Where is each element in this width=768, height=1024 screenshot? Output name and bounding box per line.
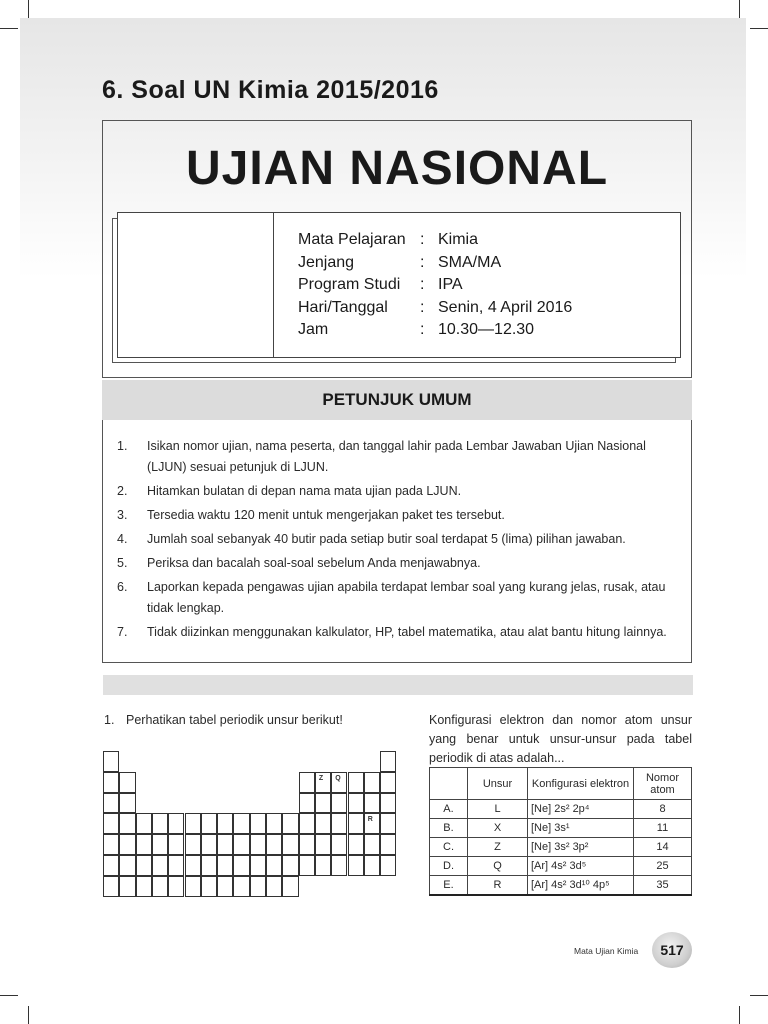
answer-row — [430, 857, 692, 876]
element-label: R — [367, 816, 373, 824]
element-cell: Q — [468, 857, 528, 876]
petunjuk-heading: PETUNJUK UMUM — [102, 380, 692, 420]
instruction-text: Tidak diizinkan menggunakan kalkulator, HP, tabel matematika, atau alat bantu hitung lainnya. — [147, 625, 667, 639]
periodic-table-cell — [364, 772, 380, 793]
header-cell: Konfigurasi elektron — [528, 768, 634, 800]
periodic-table-cell — [266, 834, 282, 855]
periodic-table-cell — [136, 834, 152, 855]
periodic-table-cell — [380, 793, 396, 814]
periodic-table-cell — [282, 855, 298, 876]
config-cell: [Ar] 4s² 3d¹⁰ 4p⁵ — [528, 876, 634, 895]
periodic-table-cell — [136, 876, 152, 897]
periodic-table-cell — [282, 876, 298, 897]
info-colon: : — [420, 276, 425, 293]
periodic-table-cell — [201, 834, 217, 855]
periodic-table-cell — [185, 876, 201, 897]
periodic-table-cell — [185, 813, 201, 834]
periodic-table-cell — [217, 876, 233, 897]
periodic-table-cell — [348, 793, 364, 814]
info-row — [298, 254, 572, 277]
info-colon: : — [420, 298, 425, 316]
crop-mark — [28, 0, 29, 18]
atomic-number-cell: 8 — [634, 800, 692, 819]
info-colon: : — [420, 253, 425, 271]
config-cell: [Ne] 2s² 2p⁴ — [528, 800, 634, 819]
periodic-table-cell — [380, 751, 396, 772]
periodic-table-cell — [217, 834, 233, 855]
answer-table — [429, 767, 692, 896]
periodic-table-cell — [380, 855, 396, 876]
periodic-table-cell — [348, 813, 364, 834]
periodic-table-cell — [136, 855, 152, 876]
periodic-table-cell — [217, 813, 233, 834]
periodic-table-cell — [348, 834, 364, 855]
periodic-table-cell — [299, 834, 315, 855]
atomic-number-cell: 35 — [634, 876, 692, 895]
crop-mark — [739, 1006, 740, 1024]
element-cell: X — [468, 819, 528, 838]
element-cell: R — [468, 876, 528, 895]
periodic-table-cell — [331, 772, 347, 793]
instruction-item — [117, 577, 679, 619]
exam-info-box — [117, 212, 681, 358]
periodic-table-cell — [315, 813, 331, 834]
config-cell: [Ne] 3s² 3p² — [528, 838, 634, 857]
instruction-text: Hitamkan bulatan di depan nama mata ujian pada LJUN. — [147, 484, 462, 498]
periodic-table-cell — [299, 793, 315, 814]
periodic-table-cell — [364, 855, 380, 876]
periodic-table-cell — [348, 772, 364, 793]
periodic-table-cell — [103, 876, 119, 897]
footer-subject-label: Mata Ujian Kimia — [574, 946, 639, 956]
periodic-table-cell — [233, 876, 249, 897]
periodic-table-cell — [380, 834, 396, 855]
instruction-item — [117, 529, 679, 550]
instruction-number: 4. — [117, 532, 128, 546]
instructions-box — [102, 420, 692, 663]
element-cell: L — [468, 800, 528, 819]
periodic-table-cell — [119, 793, 135, 814]
periodic-table-cell — [103, 751, 119, 772]
periodic-table-cell — [282, 834, 298, 855]
periodic-table-cell — [331, 834, 347, 855]
answer-table-header — [430, 768, 692, 800]
instruction-number: 6. — [117, 580, 128, 594]
info-value: 10.30—12.30 — [438, 321, 535, 338]
periodic-table-cell — [266, 855, 282, 876]
section-title: 6. Soal UN Kimia 2015/2016 — [102, 76, 439, 104]
periodic-table-cell — [315, 772, 331, 793]
element-cell: Z — [468, 838, 528, 857]
atomic-number-cell: 25 — [634, 857, 692, 876]
crop-mark — [0, 28, 18, 29]
periodic-table-cell — [315, 855, 331, 876]
periodic-table-cell — [331, 855, 347, 876]
periodic-table-cell — [364, 813, 380, 834]
instruction-item — [117, 622, 679, 643]
instruction-number: 3. — [117, 508, 128, 522]
option-label: D. — [430, 857, 468, 876]
periodic-table-cell — [119, 772, 135, 793]
periodic-table-cell — [299, 772, 315, 793]
answer-row — [430, 838, 692, 857]
periodic-table-cell — [136, 813, 152, 834]
answer-row — [430, 800, 692, 819]
question-1 — [104, 713, 343, 727]
info-colon: : — [420, 321, 425, 338]
periodic-table-cell — [201, 813, 217, 834]
info-row — [298, 321, 572, 344]
info-value: Senin, 4 April 2016 — [438, 298, 573, 316]
periodic-table-cell — [103, 834, 119, 855]
info-label: Program Studi — [298, 276, 401, 293]
section-divider-bar — [103, 675, 693, 695]
config-cell: [Ar] 4s² 3d⁵ — [528, 857, 634, 876]
option-label: A. — [430, 800, 468, 819]
question-prompt: Konfigurasi elektron dan nomor atom unsur yang benar untuk unsur-unsur pada tabel periodik di atas adalah... — [429, 713, 692, 765]
periodic-table-cell — [168, 834, 184, 855]
atomic-number-cell: 11 — [634, 819, 692, 838]
instruction-text: Tersedia waktu 120 menit untuk mengerjakan paket tes tersebut. — [147, 508, 505, 522]
crop-mark — [739, 0, 740, 18]
instruction-text: Laporkan kepada pengawas ujian apabila terdapat lembar soal yang kurang jelas, rusak, atau tidak lengkap. — [147, 580, 666, 615]
question-number: 1. — [104, 713, 115, 727]
instruction-number: 5. — [117, 556, 128, 570]
periodic-table-cell — [364, 793, 380, 814]
periodic-table-cell — [315, 834, 331, 855]
answer-row — [430, 819, 692, 838]
periodic-table-cell — [168, 813, 184, 834]
info-value: Kimia — [438, 231, 479, 248]
periodic-table-cell — [364, 834, 380, 855]
header-cell: Unsur — [468, 768, 528, 800]
option-label: E. — [430, 876, 468, 895]
periodic-table-cell — [233, 855, 249, 876]
info-value: IPA — [438, 276, 463, 293]
instruction-number: 7. — [117, 625, 128, 639]
header-cell — [430, 768, 468, 800]
info-divider — [273, 213, 274, 357]
crop-mark — [28, 1006, 29, 1024]
periodic-table-cell — [168, 876, 184, 897]
periodic-table-cell — [201, 855, 217, 876]
periodic-table-cell — [250, 813, 266, 834]
instruction-text: Isikan nomor ujian, nama peserta, dan tanggal lahir pada Lembar Jawaban Ujian Nasional (LJUN) sesuai petunjuk di LJUN. — [147, 439, 646, 474]
info-label: Hari/Tanggal — [298, 298, 388, 316]
periodic-table-cell — [185, 834, 201, 855]
instruction-number: 1. — [117, 439, 128, 453]
instruction-text: Jumlah soal sebanyak 40 butir pada setiap butir soal terdapat 5 (lima) pilihan jawaban. — [147, 532, 626, 546]
periodic-table-cell — [119, 876, 135, 897]
periodic-table-cell — [119, 855, 135, 876]
page-number-badge: 517 — [652, 932, 692, 968]
periodic-table-cell — [152, 813, 168, 834]
instruction-number: 2. — [117, 484, 128, 498]
periodic-table-cell — [201, 876, 217, 897]
info-colon: : — [420, 231, 425, 248]
periodic-table-cell — [331, 793, 347, 814]
info-row — [298, 231, 572, 254]
periodic-table-cell — [380, 813, 396, 834]
instruction-item — [117, 481, 679, 502]
periodic-table-cell — [266, 813, 282, 834]
periodic-table-cell — [152, 876, 168, 897]
option-label: C. — [430, 838, 468, 857]
info-label: Jam — [298, 321, 329, 338]
periodic-table-cell — [103, 813, 119, 834]
instructions-list — [117, 436, 679, 646]
periodic-table-cell — [348, 855, 364, 876]
crop-mark — [0, 995, 18, 996]
element-label: Q — [335, 774, 341, 782]
periodic-table-cell — [282, 813, 298, 834]
instruction-item — [117, 436, 679, 478]
periodic-table-cell — [168, 855, 184, 876]
option-label: B. — [430, 819, 468, 838]
exam-info-list — [298, 231, 572, 344]
info-row — [298, 299, 572, 322]
periodic-table-cell — [250, 876, 266, 897]
question-text: Perhatikan tabel periodik unsur berikut! — [126, 713, 343, 727]
element-label: Z — [318, 774, 324, 782]
answer-row — [430, 876, 692, 895]
info-label: Jenjang — [298, 253, 355, 271]
info-row — [298, 276, 572, 299]
periodic-table-cell — [299, 855, 315, 876]
periodic-table-cell — [217, 855, 233, 876]
periodic-table-cell — [103, 855, 119, 876]
periodic-table-cell — [119, 813, 135, 834]
instruction-item — [117, 505, 679, 526]
periodic-table-cell — [119, 834, 135, 855]
periodic-table-cell — [233, 834, 249, 855]
periodic-table-cell — [233, 813, 249, 834]
periodic-table-cell — [185, 855, 201, 876]
periodic-table-cell — [266, 876, 282, 897]
periodic-table-cell — [315, 793, 331, 814]
header-cell: Nomor atom — [634, 768, 692, 800]
periodic-table-cell — [250, 834, 266, 855]
periodic-table-cell — [103, 793, 119, 814]
info-label: Mata Pelajaran — [298, 231, 406, 248]
periodic-table-cell — [331, 813, 347, 834]
config-cell: [Ne] 3s¹ — [528, 819, 634, 838]
crop-mark — [750, 28, 768, 29]
periodic-table-cell — [152, 834, 168, 855]
periodic-table-cell — [299, 813, 315, 834]
periodic-table-cell — [103, 772, 119, 793]
info-value: SMA/MA — [438, 253, 502, 271]
periodic-table-cell — [380, 772, 396, 793]
crop-mark — [750, 995, 768, 996]
periodic-table-cell — [250, 855, 266, 876]
periodic-table-cell — [152, 855, 168, 876]
atomic-number-cell: 14 — [634, 838, 692, 857]
instruction-item — [117, 553, 679, 574]
exam-title: UJIAN NASIONAL — [185, 142, 609, 195]
instruction-text: Periksa dan bacalah soal-soal sebelum Anda menjawabnya. — [147, 556, 481, 570]
